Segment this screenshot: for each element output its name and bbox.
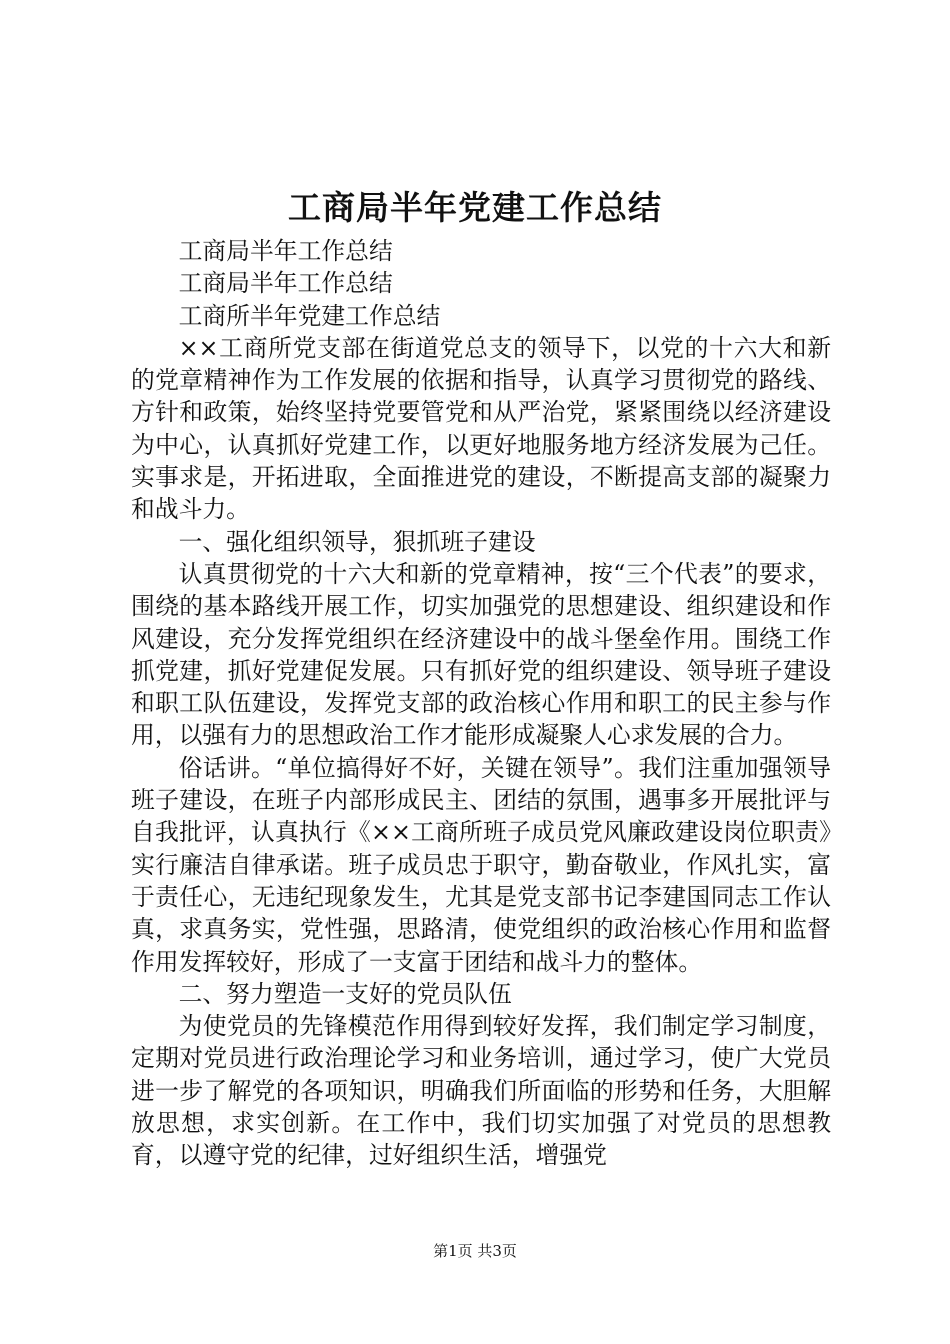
- paragraph: 俗话讲。“单位搞得好不好，关键在领导”。我们注重加强领导班子建设，在班子内部形成民主、团结的氛围，遇事多开展批评与自我批评，认真执行《××工商所班子成员党风廉政建设岗位职责》实行廉洁自律承诺。班子成员忠于职守，勤奋敬业，作风扎实，富于责任心，无违纪现象发生，尤其是党支部书记李建国同志工作认真，求真务实，党性强，思路清，使党组织的政治核心作用和监督作用发挥较好，形成了一支富于团结和战斗力的整体。: [131, 753, 831, 976]
- paragraph: 为使党员的先锋模范作用得到较好发挥，我们制定学习制度，定期对党员进行政治理论学习和业务培训，通过学习，使广大党员进一步了解党的各项知识，明确我们所面临的形势和任务，大胆解放思想，求实创新。在工作中，我们切实加强了对党员的思想教育，以遵守党的纪律，过好组织生活，增强党: [131, 1012, 831, 1170]
- document-body: [131, 235, 831, 1172]
- page-number-footer: 第1页 共3页: [433, 1242, 517, 1260]
- section-heading: 一、强化组织领导，狠抓班子建设: [178, 527, 536, 556]
- paragraph: ××工商所党支部在街道党总支的领导下，以党的十六大和新的党章精神作为工作发展的依据和指导，认真学习贯彻党的路线、方针和政策，始终坚持党要管党和从严治党，紧紧围绕以经济建设为中心，认真抓好党建工作，以更好地服务地方经济发展为己任。实事求是，开拓进取，全面推进党的建设，不断提高支部的凝聚力和战斗力。: [131, 333, 831, 524]
- section-heading: 二、努力塑造一支好的党员队伍: [178, 979, 512, 1008]
- paragraph: 认真贯彻党的十六大和新的党章精神，按“三个代表”的要求，围绕的基本路线开展工作，切实加强党的思想建设、组织建设和作风建设，充分发挥党组织在经济建设中的战斗堡垒作用。围绕工作抓党建，抓好党建促发展。只有抓好党的组织建设、领导班子建设和职工队伍建设，发挥党支部的政治核心作用和职工的民主参与作用，以强有力的思想政治工作才能形成凝聚人心求发展的合力。: [131, 559, 831, 750]
- document-title: 工商局半年党建工作总结: [288, 188, 662, 227]
- paragraph: 工商局半年工作总结: [178, 269, 393, 298]
- paragraph: 工商所半年党建工作总结: [178, 301, 441, 330]
- paragraph: 工商局半年工作总结: [178, 237, 393, 265]
